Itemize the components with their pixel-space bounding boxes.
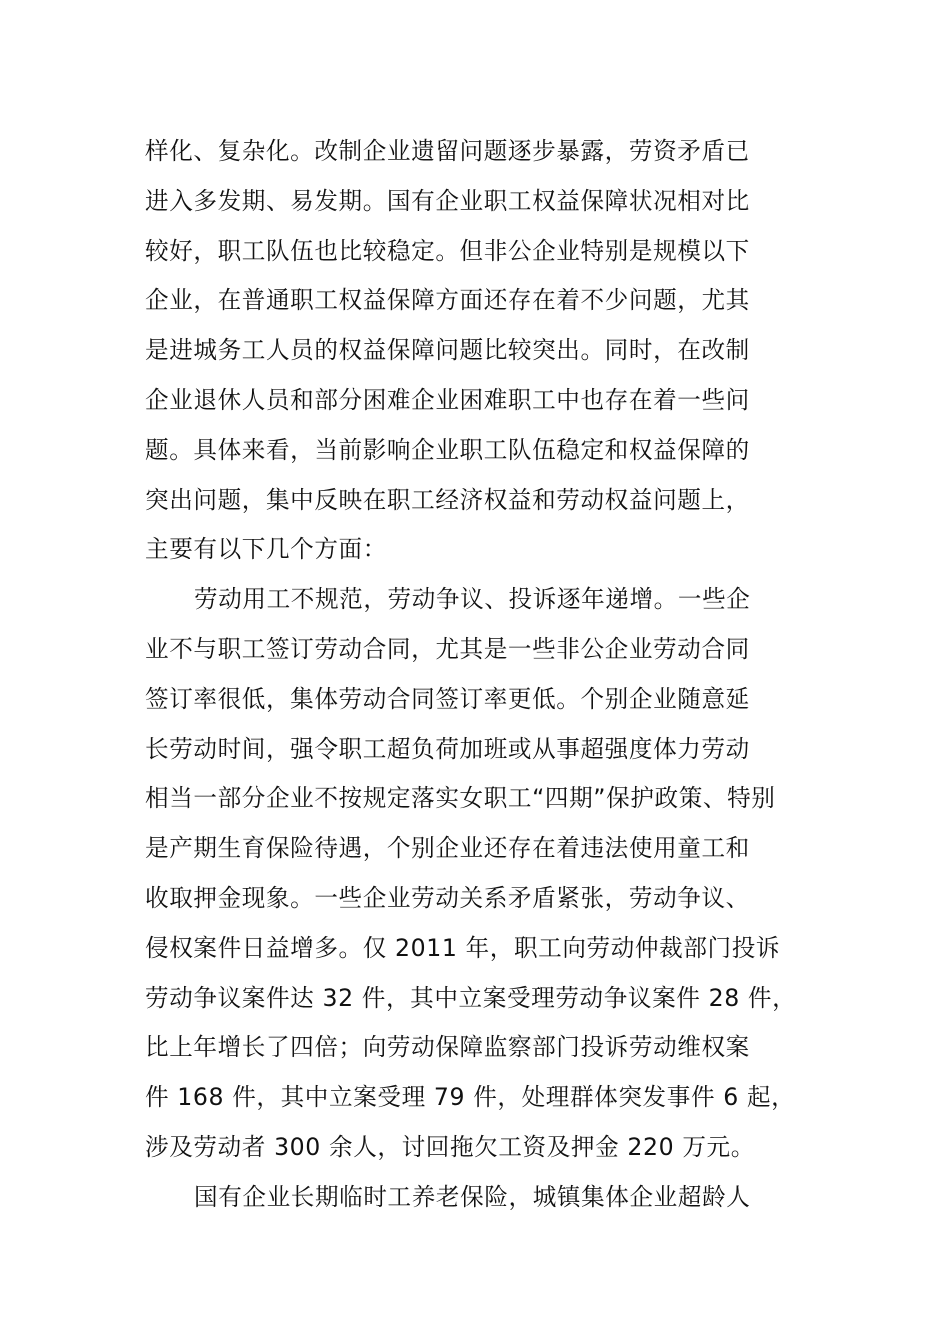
text-line: 企业退休人员和部分困难企业困难职工中也存在着一些问 <box>145 385 750 414</box>
text-line: 突出问题，集中反映在职工经济权益和劳动权益问题上， <box>145 485 750 514</box>
text-line: 是产期生育保险待遇，个别企业还存在着违法使用童工和 <box>145 834 750 863</box>
text-line: 主要有以下几个方面： <box>145 535 387 564</box>
text-line: 收取押金现象。一些企业劳动关系矛盾紧张，劳动争议、 <box>145 883 750 912</box>
text-line: 题。具体来看，当前影响企业职工队伍稳定和权益保障的 <box>145 435 750 464</box>
text-line: 涉及劳动者 300 余人，讨回拖欠工资及押金 220 万元。 <box>145 1132 755 1161</box>
text-line: 劳动争议案件达 32 件，其中立案受理劳动争议案件 28 件， <box>145 983 797 1012</box>
text-line: 长劳动时间，强令职工超负荷加班或从事超强度体力劳动 <box>145 734 750 763</box>
paragraph-start-line: 劳动用工不规范，劳动争议、投诉逐年递增。一些企 <box>194 585 751 614</box>
body-text <box>145 127 845 1223</box>
text-line: 比上年增长了四倍；向劳动保障监察部门投诉劳动维权案 <box>145 1033 750 1062</box>
text-line: 件 168 件，其中立案受理 79 件，处理群体突发事件 6 起， <box>145 1083 796 1112</box>
paragraph-start-line: 国有企业长期临时工养老保险，城镇集体企业超龄人 <box>194 1182 751 1211</box>
text-line: 业不与职工签订劳动合同，尤其是一些非公企业劳动合同 <box>145 634 750 663</box>
text-line: 进入多发期、易发期。国有企业职工权益保障状况相对比 <box>145 186 750 215</box>
text-line: 相当一部分企业不按规定落实女职工“四期”保护政策、特别 <box>145 784 776 813</box>
text-line: 较好，职工队伍也比较稳定。但非公企业特别是规模以下 <box>145 236 750 265</box>
text-line: 企业，在普通职工权益保障方面还存在着不少问题，尤其 <box>145 286 750 315</box>
text-line: 是进城务工人员的权益保障问题比较突出。同时，在改制 <box>145 336 750 365</box>
text-line: 签订率很低，集体劳动合同签订率更低。个别企业随意延 <box>145 684 750 713</box>
text-line: 侵权案件日益增多。仅 2011 年，职工向劳动仲裁部门投诉 <box>145 933 781 962</box>
text-line: 样化、复杂化。改制企业遗留问题逐步暴露，劳资矛盾已 <box>145 137 750 165</box>
